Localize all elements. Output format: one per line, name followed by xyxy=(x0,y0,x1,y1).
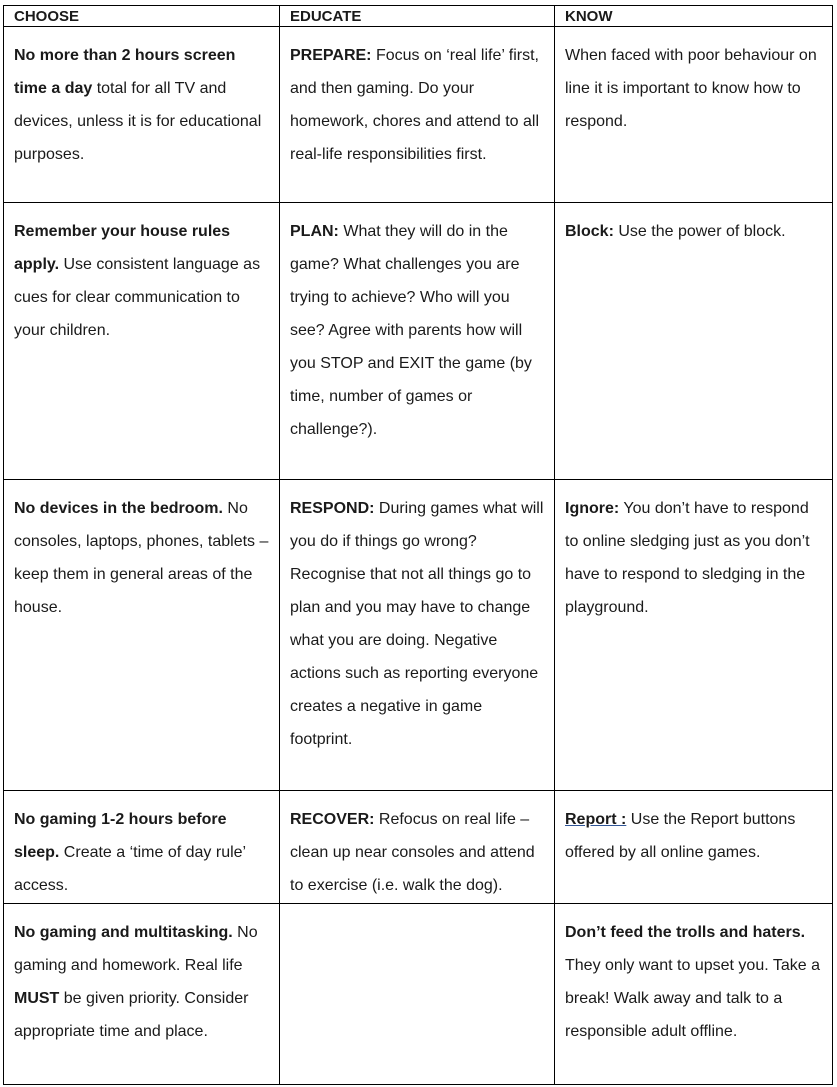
educate-text: During games what will you do if things go wrong? Recognise that not all things go to plan and you may have to change what you are doing. Negative actions such as reporting everyone creates a negative in game footprint. xyxy=(290,500,544,748)
know-cell xyxy=(555,904,833,1085)
educate-heading: RECOVER: xyxy=(290,811,375,828)
choose-text: total for all TV and devices, unless it is for educational purposes. xyxy=(14,80,262,163)
know-text: Use the power of block. xyxy=(613,223,786,240)
educate-cell xyxy=(280,791,555,904)
table-row xyxy=(4,480,833,791)
table-row xyxy=(4,203,833,480)
know-text: You don’t have to respond to online sledging just as you don’t have to respond to sledging in the playground. xyxy=(565,500,810,616)
choose-cell xyxy=(4,904,280,1085)
educate-cell xyxy=(280,203,555,480)
choose-text: No consoles, laptops, phones, tablets – keep them in general areas of the house. xyxy=(14,500,269,616)
know-heading: Ignore: xyxy=(565,500,620,517)
choose-heading: No more than 2 hours screen time a day xyxy=(14,47,236,97)
header-choose: CHOOSE xyxy=(4,6,280,27)
header-educate: EDUCATE xyxy=(280,6,555,27)
know-text: They only want to upset you. Take a break! Walk away and talk to a responsible adult offline. xyxy=(565,957,820,1040)
educate-text: Focus on ‘real life’ first, and then gaming. Do your homework, chores and attend to all real-life responsibilities first. xyxy=(290,47,540,163)
know-cell xyxy=(555,203,833,480)
educate-cell-empty xyxy=(280,904,555,1085)
know-heading: Block: xyxy=(565,223,614,240)
choose-text: No gaming and homework. Real life xyxy=(14,924,258,974)
header-row xyxy=(4,6,833,27)
know-text: Use the Report buttons offered by all online games. xyxy=(565,811,796,861)
choose-heading: Remember your house rules apply. xyxy=(14,223,231,273)
choose-cell xyxy=(4,27,280,203)
know-cell xyxy=(555,480,833,791)
choose-emphasis: MUST xyxy=(14,990,60,1007)
header-know: KNOW xyxy=(555,6,833,27)
choose-heading: No devices in the bedroom. xyxy=(14,500,223,517)
educate-cell xyxy=(280,480,555,791)
choose-heading: No gaming 1-2 hours before sleep. xyxy=(14,811,227,861)
know-cell xyxy=(555,27,833,203)
know-text: When faced with poor behaviour on line it is important to know how to respond. xyxy=(565,47,817,130)
table-row xyxy=(4,791,833,904)
choose-cell xyxy=(4,203,280,480)
table-row xyxy=(4,27,833,203)
choose-cell xyxy=(4,791,280,904)
know-cell xyxy=(555,791,833,904)
educate-cell xyxy=(280,27,555,203)
report-heading: Report : xyxy=(565,811,627,828)
choose-heading: No gaming and multitasking. xyxy=(14,924,233,941)
table-row xyxy=(4,904,833,1085)
educate-heading: PREPARE: xyxy=(290,47,372,64)
guidance-table xyxy=(3,5,833,1085)
choose-cell xyxy=(4,480,280,791)
educate-text: What they will do in the game? What challenges you are trying to achieve? Who will you see? Agree with parents how will you STOP and EXIT the game (by time, number of games or challenge?). xyxy=(290,223,532,438)
choose-text-continued: be given priority. Consider appropriate time and place. xyxy=(14,990,249,1040)
choose-text: Use consistent language as cues for clear communication to your children. xyxy=(14,256,261,339)
educate-heading: PLAN: xyxy=(290,223,339,240)
educate-text: Refocus on real life – clean up near consoles and attend to exercise (i.e. walk the dog). xyxy=(290,811,535,894)
know-heading: Don’t feed the trolls and haters. xyxy=(565,924,806,941)
educate-heading: RESPOND: xyxy=(290,500,375,517)
choose-text: Create a ‘time of day rule’ access. xyxy=(14,844,246,894)
